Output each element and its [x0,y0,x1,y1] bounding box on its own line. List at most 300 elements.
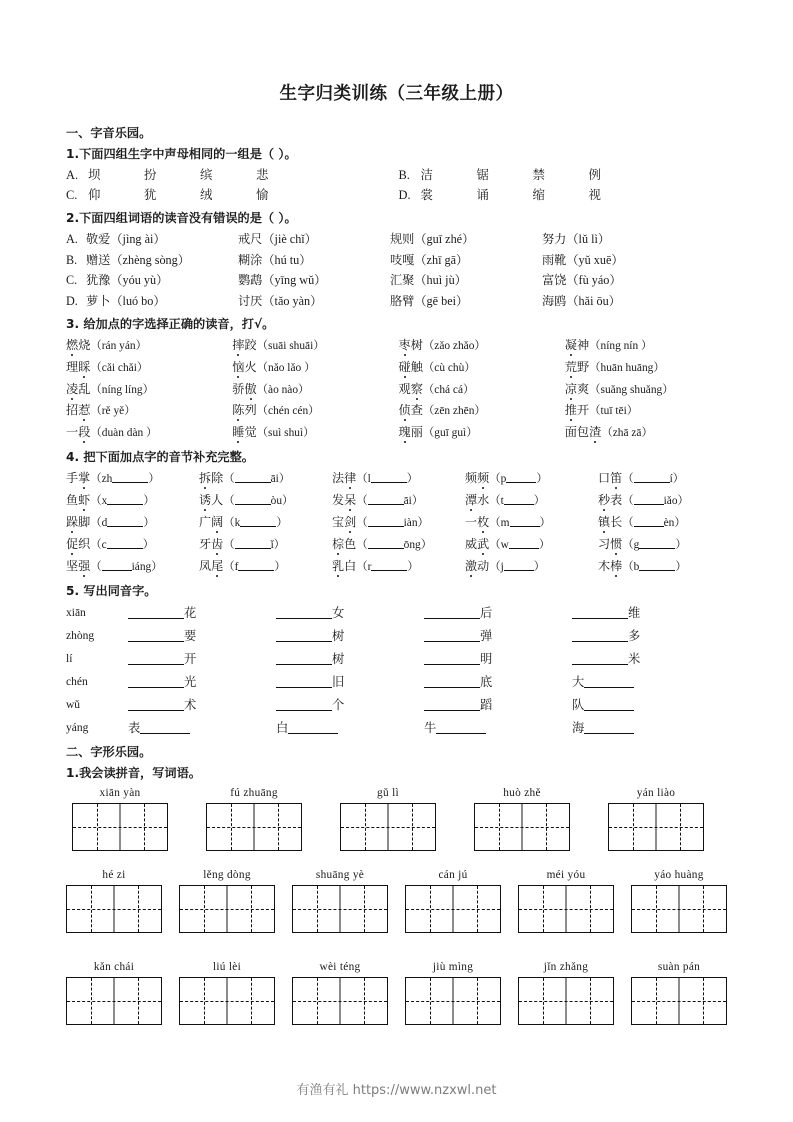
paren-open: （ [622,472,634,485]
syllable-fill-item[interactable] [199,534,332,556]
syllable-fill-item[interactable] [332,534,465,556]
word-part: 秒 [598,492,611,507]
pinyin-options: （zēn zhēn） [422,405,486,418]
answer-blank[interactable] [112,471,148,483]
word-part: 枣 [398,338,411,352]
pinyin-label: lěng dòng [203,868,251,881]
word-part: 色 [344,536,357,551]
homophone-item[interactable] [128,671,276,694]
option-word: 绒 [200,188,213,202]
pinyin-choice-row [66,400,731,422]
answer-blank[interactable] [371,559,407,571]
answer-blank[interactable] [584,675,634,688]
homophone-item[interactable] [572,694,720,717]
option-word: 锯 [476,168,489,182]
word-part: 枚 [477,514,490,529]
pinyin-label: zhòng [66,629,95,642]
pinyin-choice-item[interactable] [565,422,731,444]
option-row[interactable] [66,250,731,271]
word-pinyin-item: 雨靴（yǔ xuē） [542,252,624,267]
pinyin-label: shuāng yè [315,868,365,881]
paren-open: （ [90,472,102,485]
paren-close: ） [411,494,424,507]
homophone-item[interactable] [424,602,572,625]
pinyin-choice-item[interactable] [399,422,565,444]
syllable-fill-item[interactable] [66,556,199,578]
homophone-item[interactable] [128,602,276,625]
writing-grid-item[interactable] [72,787,168,851]
pinyin-choice-row [66,357,731,379]
word-part: 坚 [66,558,79,573]
word-part: 广 [199,514,212,529]
syllable-fill-item[interactable] [598,534,731,556]
answer-blank[interactable] [238,559,274,571]
word-part: 烧 [78,338,91,352]
prefix-char: 表 [128,720,141,735]
option-row[interactable] [66,291,731,312]
answer-blank[interactable] [584,698,634,711]
answer-blank[interactable] [634,471,670,483]
syllable-fill-item[interactable] [332,556,465,578]
pinyin-choice-item[interactable] [232,357,398,379]
answer-blank[interactable] [639,537,675,549]
syllable-fill-item[interactable] [66,490,199,512]
pinyin-choice-item[interactable] [232,422,398,444]
pinyin-choice-item[interactable] [565,357,731,379]
option-row[interactable] [66,270,731,291]
pinyin-suffix: í [669,472,673,485]
syllable-fill-row [66,468,731,490]
prefix-char: 牛 [424,720,437,735]
syllable-fill-item[interactable] [66,534,199,556]
answer-blank[interactable] [240,515,276,527]
writing-grid-item[interactable] [206,787,302,851]
answer-blank[interactable] [128,698,184,711]
word-part: 威 [465,536,478,551]
suffix-char: 花 [184,605,197,620]
option-word: 禁 [532,168,545,182]
pinyin-choice-item[interactable] [66,400,232,422]
writing-grid-item[interactable] [66,869,162,933]
syllable-fill-item[interactable] [465,534,598,556]
tianzige-box[interactable] [66,885,162,933]
word-part: 一 [465,514,478,529]
answer-blank[interactable] [572,629,628,642]
grid-dashed-line [293,1001,387,1002]
writing-grid-item[interactable] [631,869,727,933]
writing-grid-item[interactable] [474,787,570,851]
option-word: 视 [588,188,601,202]
homophone-item[interactable] [276,602,424,625]
word-part: 长 [610,514,623,529]
question-3-heading: 3. 给加点的字选择正确的读音，打√。 [66,317,275,331]
answer-blank[interactable] [235,471,271,483]
syllable-fill-row [66,490,731,512]
option-letter: A. [66,168,79,182]
answer-blank[interactable] [128,629,184,642]
option-words [421,185,732,205]
option-word: 扮 [144,168,157,182]
writing-grid-item[interactable] [518,869,614,933]
pinyin-label: jiù mìng [432,960,474,973]
syllable-fill-item[interactable] [598,468,731,490]
syllable-fill-item[interactable] [199,556,332,578]
paren-open: （ [223,516,235,529]
word-part: 爽 [576,381,590,396]
option-cell[interactable] [399,185,732,205]
word-part: 笛 [610,470,623,485]
pinyin-label: huò zhě [503,786,541,799]
syllable-fill-item[interactable] [199,512,332,534]
homophone-item[interactable] [572,625,720,648]
pinyin-choice-row [66,379,731,401]
word-part: 频 [465,470,478,485]
tianzige-box[interactable] [608,803,704,851]
paren-close: ） [674,516,686,529]
writing-grid-item[interactable] [518,961,614,1025]
pinyin-prefix: b [633,560,640,573]
answer-blank[interactable] [436,721,486,734]
paren-open: （ [489,516,501,529]
answer-blank[interactable] [128,652,184,665]
pinyin-choice-item[interactable] [399,379,565,401]
syllable-fill-item[interactable] [199,490,332,512]
answer-blank[interactable] [128,606,184,619]
word-part: 触 [410,359,423,374]
option-word: 诵 [476,188,489,202]
word-part: 法 [332,470,345,485]
homophone-item[interactable] [128,625,276,648]
tianzige-box[interactable] [474,803,570,851]
syllable-fill-item[interactable] [66,512,199,534]
question-4-heading: 4. 把下面加点字的音节补充完整。 [66,449,254,464]
tianzige-box[interactable] [292,885,388,933]
writing-grid-item[interactable] [405,869,501,933]
syllable-fill-item[interactable] [465,468,598,490]
word-part: 查 [410,403,423,418]
answer-blank[interactable] [634,493,664,505]
paren-close: ） [273,538,286,551]
answer-blank[interactable] [288,721,338,734]
pinyin-prefix: l [367,472,371,485]
answer-blank[interactable] [424,606,480,619]
pinyin-options: （suāi shuāi） [256,340,325,352]
syllable-fill-item[interactable] [332,512,465,534]
tianzige-box[interactable] [292,977,388,1025]
homophone-item[interactable] [128,648,276,671]
paren-close: ） [420,538,433,551]
suffix-char: 蹈 [480,697,493,712]
tianzige-box[interactable] [66,977,162,1025]
word-pinyin-item: 鹦鹉（yīng wǔ） [238,273,327,287]
tianzige-box[interactable] [179,977,275,1025]
homophone-item[interactable] [572,602,720,625]
tianzige-box[interactable] [631,977,727,1025]
question-2-options [66,229,731,311]
pinyin-choice-item[interactable] [399,400,565,422]
answer-blank[interactable] [572,652,628,665]
word-pinyin-item: 吱嘎（zhī gā） [390,252,469,267]
word-part: 摔 [232,338,245,352]
syllable-fill-item[interactable] [598,556,731,578]
homophone-item[interactable] [572,671,720,694]
option-word: 愉 [256,188,269,202]
pinyin-choice-item[interactable] [66,335,232,357]
answer-blank[interactable] [424,698,480,711]
word-part: 恼 [232,359,245,374]
homophone-item[interactable] [572,648,720,671]
word-part: 武 [477,536,490,551]
option-letter: A. [66,232,78,246]
syllable-fill-item[interactable] [465,512,598,534]
syllable-fill-item[interactable] [66,468,199,490]
paren-open: （ [622,516,634,529]
homophone-item[interactable] [128,694,276,717]
word-part: 诱 [199,492,212,507]
pinyin-choice-item[interactable] [232,400,398,422]
pinyin-choice-item[interactable] [66,422,232,444]
word-part: 凝 [564,338,577,352]
answer-blank[interactable] [572,606,628,619]
pinyin-suffix: iǎo [663,494,678,507]
pinyin-choice-item[interactable] [232,335,398,357]
paren-close: ） [539,516,551,529]
tianzige-box[interactable] [518,885,614,933]
prefix-char: 白 [276,720,289,735]
word-part: 开 [576,403,590,418]
tianzige-box[interactable] [405,977,501,1025]
pinyin-choice-item[interactable] [565,400,731,422]
answer-blank[interactable] [128,675,184,688]
answer-blank[interactable] [235,537,271,549]
option-word: 犹 [144,188,157,202]
writing-grid-item[interactable] [179,869,275,933]
pinyin-choice-item[interactable] [565,335,731,357]
answer-blank[interactable] [276,675,332,688]
syllable-fill-row [66,534,731,556]
pinyin-choice-item[interactable] [232,379,398,401]
grid-dashed-line [519,1001,613,1002]
writing-grid-item[interactable] [66,961,162,1025]
pinyin-prefix: w [500,538,509,551]
answer-blank[interactable] [102,559,132,571]
question-1-options [66,165,731,205]
answer-blank[interactable] [276,629,332,642]
pinyin-prefix: m [500,516,510,529]
writing-grid-item[interactable] [292,869,388,933]
option-words [88,165,399,185]
answer-blank[interactable] [368,537,404,549]
option-cell[interactable] [399,165,732,185]
homophone-item[interactable] [424,648,572,671]
pinyin-label: jǐn zhǎng [543,960,589,973]
word-part: 面包 [564,425,590,440]
pinyin-label: cán jú [438,868,468,881]
word-part: 齿 [211,536,224,551]
word-part: 白 [344,558,357,573]
pinyin-suffix: ōng [403,538,421,551]
syllable-fill-item[interactable] [332,490,465,512]
word-part: 棕 [332,536,345,551]
worksheet-body [0,124,793,1025]
tianzige-box[interactable] [179,885,275,933]
homophone-item[interactable] [424,671,572,694]
homophone-item[interactable] [424,717,572,740]
word-pinyin-item: 富饶（fù yáo） [542,273,622,287]
option-word: 缩 [532,188,545,202]
answer-blank[interactable] [107,493,143,505]
paren-open: （ [223,472,235,485]
option-cell[interactable] [66,185,399,205]
pinyin-prefix: k [234,516,241,529]
paren-close: ） [533,560,546,573]
answer-blank[interactable] [276,652,332,665]
answer-blank[interactable] [634,515,664,527]
answer-blank[interactable] [140,721,190,734]
pinyin-options: （suǎng shuǎng） [589,383,674,396]
syllable-fill-item[interactable] [465,556,598,578]
word-part: 察 [410,381,423,396]
homophone-item[interactable] [276,671,424,694]
option-cell[interactable] [66,165,399,185]
homophone-row [66,671,731,694]
syllable-fill-item[interactable] [199,468,332,490]
answer-blank[interactable] [584,721,634,734]
pinyin-choice-item[interactable] [66,379,232,401]
paren-open: （ [622,538,634,551]
writing-grid-row [66,787,731,851]
answer-blank[interactable] [371,471,407,483]
homophone-item[interactable] [276,694,424,717]
option-letter: D. [66,293,78,308]
tianzige-box[interactable] [206,803,302,851]
syllable-fill-item[interactable] [332,468,465,490]
answer-blank[interactable] [424,652,480,665]
pinyin-options: （níng líng） [90,383,154,396]
suffix-char: 术 [184,697,197,712]
homophone-item[interactable] [276,625,424,648]
syllable-fill-item[interactable] [465,490,598,512]
pinyin-options: （duàn dàn ） [90,427,158,440]
pinyin-choice-item[interactable] [565,379,731,401]
answer-blank[interactable] [107,515,143,527]
grid-dashed-line [475,827,569,828]
word-part: 凤 [199,558,212,573]
pinyin-prefix: j [500,560,504,573]
option-word: 例 [588,168,601,182]
homophone-item[interactable] [424,694,572,717]
pinyin-suffix: iáng [131,560,152,573]
writing-grid-item[interactable] [340,787,436,851]
paren-open: （ [489,472,501,485]
word-part: 燃 [66,338,79,352]
writing-grid-item[interactable] [405,961,501,1025]
pinyin-suffix: āi [270,472,279,485]
option-words [88,185,399,205]
writing-grid-item[interactable] [292,961,388,1025]
homophone-item[interactable] [276,717,424,740]
paren-open: （ [356,472,368,485]
answer-blank[interactable] [504,559,534,571]
writing-grid-item[interactable] [608,787,704,851]
pinyin-options: （rě yě） [90,405,136,418]
homophone-item[interactable] [424,625,572,648]
paren-open: （ [90,538,102,551]
syllable-fill-item[interactable] [598,512,731,534]
word-part: 人 [211,492,224,507]
writing-grid-item[interactable] [179,961,275,1025]
pinyin-label: gǔ lì [377,786,399,799]
pinyin-prefix: r [367,560,372,573]
tianzige-box[interactable] [405,885,501,933]
pinyin-options: （suì shuì） [256,427,315,440]
answer-blank[interactable] [368,515,404,527]
paren-close: ） [533,494,546,507]
word-part: 动 [477,558,490,573]
word-part: 惯 [610,536,623,551]
paren-open: （ [356,494,368,507]
suffix-char: 树 [332,651,345,666]
answer-blank[interactable] [276,698,332,711]
option-row[interactable] [66,229,731,250]
word-part: 惹 [78,403,91,418]
answer-blank[interactable] [107,537,143,549]
pinyin-choice-item[interactable] [399,357,565,379]
word-part: 表 [610,492,623,507]
answer-blank[interactable] [368,493,404,505]
tianzige-box[interactable] [340,803,436,851]
tianzige-box[interactable] [72,803,168,851]
tianzige-box[interactable] [518,977,614,1025]
section-2-heading: 二、字形乐园。 [66,744,152,759]
paren-close: ） [276,516,288,529]
word-part: 睬 [78,359,91,374]
answer-blank[interactable] [424,629,480,642]
pinyin-label: xiān [66,606,86,619]
pinyin-label: wǔ [66,698,81,711]
word-part: 手 [66,470,79,485]
paren-open: （ [356,516,368,529]
paren-open: （ [223,494,235,507]
homophone-item[interactable] [128,717,276,740]
writing-grid-item[interactable] [631,961,727,1025]
syllable-fill-row [66,512,731,534]
word-pinyin-item: 糊涂（hú tu） [238,252,312,267]
answer-blank[interactable] [424,675,480,688]
grid-dashed-line [67,1001,161,1002]
word-part: 织 [78,536,91,551]
word-part: 鱼 [66,492,79,507]
answer-blank[interactable] [235,493,271,505]
pinyin-choice-item[interactable] [66,357,232,379]
answer-blank[interactable] [276,606,332,619]
word-part: 瑰 [398,425,411,440]
paren-open: （ [90,560,102,573]
answer-blank[interactable] [506,471,536,483]
answer-blank[interactable] [510,515,540,527]
word-part: 促 [66,536,79,551]
answer-blank[interactable] [504,493,534,505]
homophone-item[interactable] [572,717,720,740]
pinyin-choice-item[interactable] [399,335,565,357]
answer-blank[interactable] [639,559,675,571]
syllable-fill-item[interactable] [598,490,731,512]
tianzige-box[interactable] [631,885,727,933]
pinyin-options: （zǎo zhǎo） [422,340,486,352]
homophone-item[interactable] [276,648,424,671]
answer-blank[interactable] [509,537,539,549]
pinyin-options: （rán yán） [90,340,147,352]
